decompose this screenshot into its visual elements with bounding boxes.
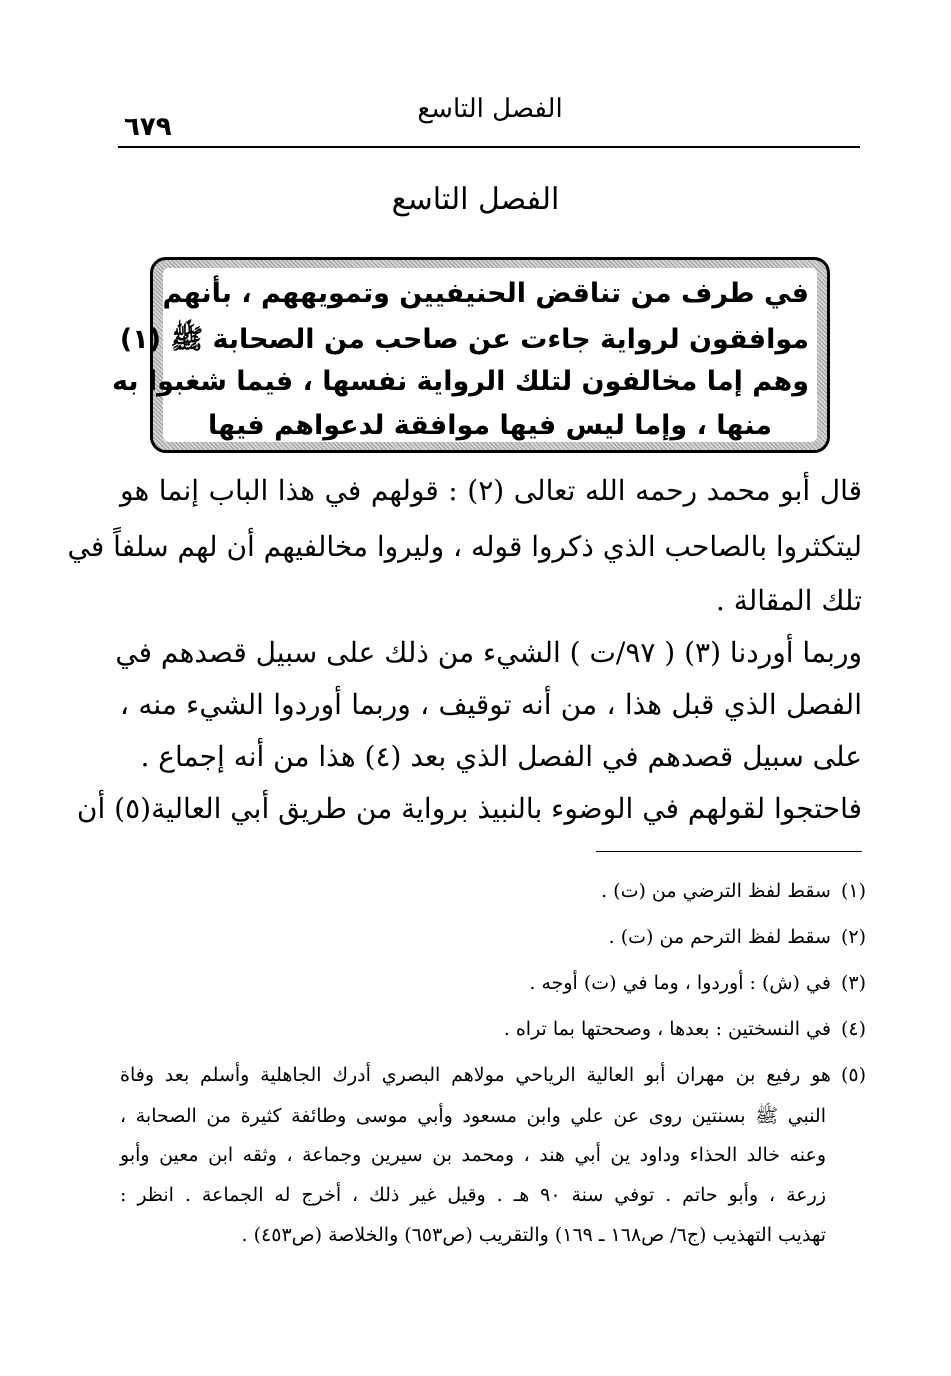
footnote-text: في (ش) : أوردوا ، وما في (ت) أوجه . <box>529 972 831 994</box>
title-line: موافقون لرواية جاءت عن صاحب من الصحابة ﷺ (١) <box>119 324 809 355</box>
title-line: وهم إما مخالفون لتلك الرواية نفسها ، فيما شغبوا به <box>111 366 809 397</box>
body-line: ليتكثروا بالصاحب الذي ذكروا قوله ، وليروا مخالفيهم أن لهم سلفاً في <box>67 530 862 563</box>
body-line: فاحتجوا لقولهم في الوضوء بالنبيذ برواية من طريق أبي العالية(٥) أن <box>76 792 862 825</box>
footnote-number: (١) <box>840 880 866 902</box>
running-header <box>118 92 862 146</box>
body-line: قال أبو محمد رحمه الله تعالى (٢) : قولهم في هذا الباب إنما هو <box>120 474 862 507</box>
title-line: في طرف من تناقض الحنيفيين وتمويههم ، بأنهم <box>162 278 809 309</box>
body-line: تلك المقالة . <box>715 584 862 617</box>
page-number: ٦٧٩ <box>124 112 172 142</box>
title-line: منها ، وإما ليس فيها موافقة لدعواهم فيها <box>208 410 772 441</box>
footnote-continuation: تهذيب التهذيب (ج٦/ ص١٦٨ ـ ١٦٩) والتقريب (ص٦٥٣) والخلاصة (ص٤٥٣) . <box>241 1224 826 1246</box>
footnote-number: (٤) <box>840 1018 866 1040</box>
footnote-number: (٥) <box>840 1064 867 1086</box>
footnote <box>120 1064 866 1086</box>
footnote <box>120 1018 866 1040</box>
running-title: الفصل التاسع <box>417 94 563 124</box>
footnote-continuation: النبي ﷺ بسنتين روى عن علي وابن مسعود وأبي موسى وطائفة كثيرة من الصحابة ، <box>120 1105 826 1127</box>
footnote-number: (٣) <box>840 972 866 994</box>
body-line: وربما أوردنا (٣) ( ٩٧/ت ) الشيء من ذلك على سبيل قصدهم في <box>115 636 862 669</box>
body-line: الفصل الذي قبل هذا ، من أنه توقيف ، وربما أوردوا الشيء منه ، <box>120 688 862 721</box>
footnote-rule <box>596 851 862 852</box>
header-rule <box>118 146 860 148</box>
footnote-number: (٢) <box>840 926 866 948</box>
footnote-text: هو رفيع بن مهران أبو العالية الرياحي مولاهم البصري أدرك الجاهلية وأسلم بعد وفاة <box>120 1064 831 1086</box>
footnote-text: سقط لفظ الترضي من (ت) . <box>601 880 831 902</box>
body-line: على سبيل قصدهم في الفصل الذي بعد (٤) هذا من أنه إجماع . <box>140 740 862 773</box>
title-box <box>111 257 830 453</box>
footnote-continuation: زرعة ، وأبو حاتم . توفي سنة ٩٠ هـ . وقيل غير ذلك ، أخرج له الجماعة . انظر : <box>120 1184 826 1206</box>
title-box-inner <box>111 268 817 442</box>
chapter-title: الفصل التاسع <box>391 182 560 217</box>
footnote-text: سقط لفظ الترحم من (ت) . <box>608 926 831 948</box>
footnote-continuation: وعنه خالد الحذاء وداود ين أبي هند ، ومحمد بن سيرين وجماعة ، وثقه ابن معين وأبو <box>120 1144 826 1166</box>
footnote <box>120 880 866 902</box>
footnote <box>120 926 866 948</box>
footnote <box>120 972 866 994</box>
footnote-text: في النسختين : بعدها ، وصححتها بما تراه . <box>503 1018 831 1040</box>
